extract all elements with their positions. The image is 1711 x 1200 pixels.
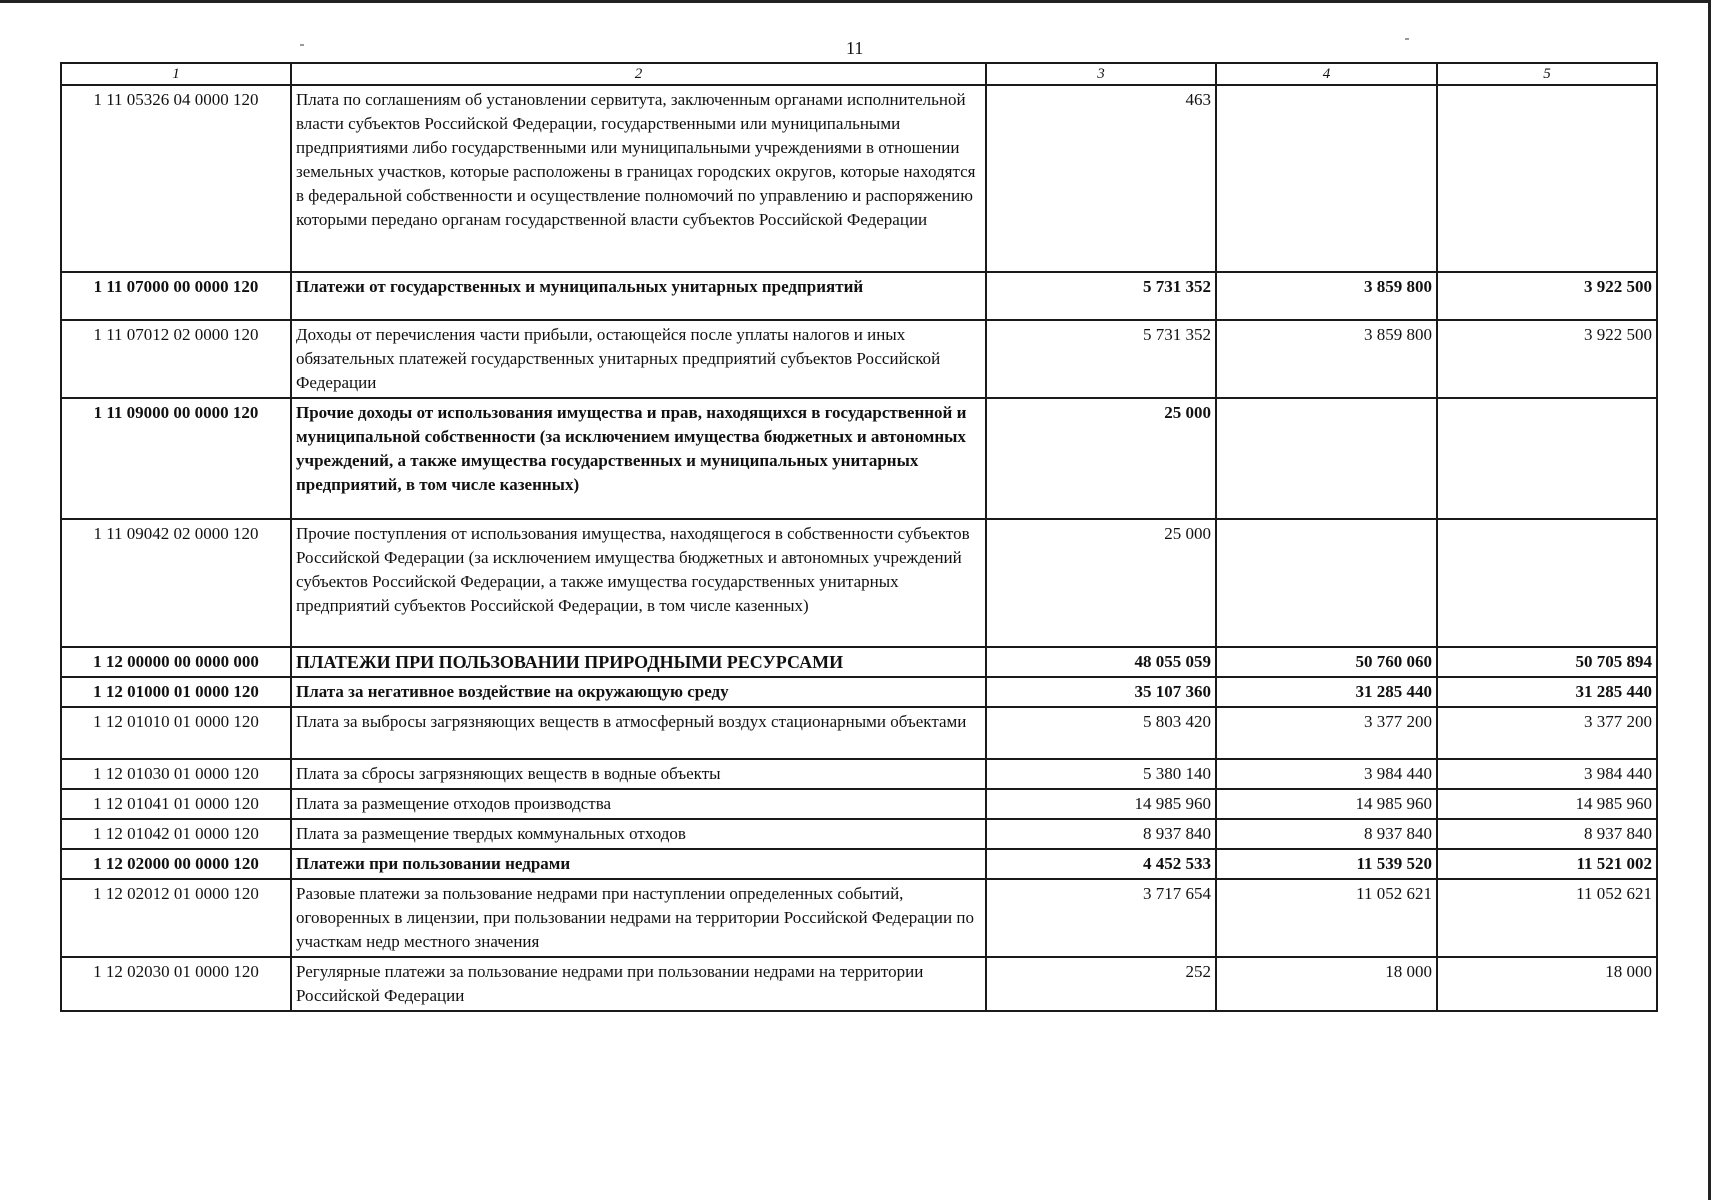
scan-speck <box>300 44 304 46</box>
amount-col5-cell: 14 985 960 <box>1437 789 1657 819</box>
revenue-name-cell: Доходы от перечисления части прибыли, остающейся после уплаты налогов и иных обязательных платежей государственных унитарных предприятий субъектов Российской Федерации <box>291 320 986 398</box>
amount-col5-cell <box>1437 519 1657 647</box>
amount-col4-cell <box>1216 519 1437 647</box>
amount-col3-cell: 8 937 840 <box>986 819 1216 849</box>
amount-col3-cell: 35 107 360 <box>986 677 1216 707</box>
revenue-code-cell: 1 11 09042 02 0000 120 <box>61 519 291 647</box>
amount-col3-cell: 5 380 140 <box>986 759 1216 789</box>
amount-col3-cell: 4 452 533 <box>986 849 1216 879</box>
amount-col3-cell: 25 000 <box>986 519 1216 647</box>
revenue-code-cell: 1 11 07000 00 0000 120 <box>61 272 291 320</box>
amount-col5-cell: 31 285 440 <box>1437 677 1657 707</box>
table-row <box>61 677 1657 707</box>
amount-col5-cell: 8 937 840 <box>1437 819 1657 849</box>
budget-table <box>60 62 1658 1012</box>
revenue-code-cell: 1 12 02000 00 0000 120 <box>61 849 291 879</box>
amount-col3-cell: 5 803 420 <box>986 707 1216 759</box>
amount-col4-cell: 8 937 840 <box>1216 819 1437 849</box>
revenue-code-cell: 1 12 01030 01 0000 120 <box>61 759 291 789</box>
amount-col5-cell: 11 052 621 <box>1437 879 1657 957</box>
table-row <box>61 647 1657 677</box>
amount-col3-cell: 5 731 352 <box>986 320 1216 398</box>
revenue-code-cell: 1 12 00000 00 0000 000 <box>61 647 291 677</box>
table-row <box>61 519 1657 647</box>
amount-col3-cell: 3 717 654 <box>986 879 1216 957</box>
amount-col5-cell <box>1437 398 1657 519</box>
column-header-3: 3 <box>986 63 1216 85</box>
amount-col4-cell: 3 984 440 <box>1216 759 1437 789</box>
revenue-name-cell: Прочие поступления от использования имущества, находящегося в собственности субъектов Российской Федерации (за исключением имущества бюджетных и автономных учреждений субъектов Российской Федерации, а также имущества государственных унитарных предприятий субъектов Российской Федерации, в том числе казенных) <box>291 519 986 647</box>
amount-col4-cell: 18 000 <box>1216 957 1437 1011</box>
amount-col3-cell: 463 <box>986 85 1216 272</box>
revenue-name-cell: Плата за сбросы загрязняющих веществ в водные объекты <box>291 759 986 789</box>
revenue-name-cell: Плата за размещение отходов производства <box>291 789 986 819</box>
amount-col4-cell <box>1216 398 1437 519</box>
amount-col4-cell <box>1216 85 1437 272</box>
column-header-4: 4 <box>1216 63 1437 85</box>
amount-col5-cell: 50 705 894 <box>1437 647 1657 677</box>
amount-col4-cell: 11 052 621 <box>1216 879 1437 957</box>
amount-col4-cell: 3 377 200 <box>1216 707 1437 759</box>
table-row <box>61 759 1657 789</box>
revenue-code-cell: 1 12 01042 01 0000 120 <box>61 819 291 849</box>
scan-speck <box>1405 38 1409 40</box>
amount-col4-cell: 31 285 440 <box>1216 677 1437 707</box>
amount-col4-cell: 50 760 060 <box>1216 647 1437 677</box>
amount-col5-cell: 3 922 500 <box>1437 320 1657 398</box>
revenue-name-cell: Прочие доходы от использования имущества и прав, находящихся в государственной и муниципальной собственности (за исключением имущества бюджетных и автономных учреждений, а также имущества государственных и муниципальных унитарных предприятий, в том числе казенных) <box>291 398 986 519</box>
amount-col5-cell: 3 377 200 <box>1437 707 1657 759</box>
revenue-name-cell: Платежи при пользовании недрами <box>291 849 986 879</box>
revenue-name-cell: Платежи от государственных и муниципальных унитарных предприятий <box>291 272 986 320</box>
amount-col4-cell: 11 539 520 <box>1216 849 1437 879</box>
revenue-code-cell: 1 12 01010 01 0000 120 <box>61 707 291 759</box>
table-row <box>61 398 1657 519</box>
table-row <box>61 320 1657 398</box>
amount-col5-cell: 3 984 440 <box>1437 759 1657 789</box>
amount-col3-cell: 252 <box>986 957 1216 1011</box>
revenue-name-cell: Плата за негативное воздействие на окружающую среду <box>291 677 986 707</box>
amount-col4-cell: 14 985 960 <box>1216 789 1437 819</box>
table-row <box>61 879 1657 957</box>
amount-col3-cell: 14 985 960 <box>986 789 1216 819</box>
table-row <box>61 819 1657 849</box>
amount-col5-cell <box>1437 85 1657 272</box>
revenue-code-cell: 1 11 09000 00 0000 120 <box>61 398 291 519</box>
column-header-5: 5 <box>1437 63 1657 85</box>
table-row <box>61 957 1657 1011</box>
table-row <box>61 849 1657 879</box>
revenue-code-cell: 1 11 07012 02 0000 120 <box>61 320 291 398</box>
scan-edge-top <box>0 0 1711 3</box>
amount-col5-cell: 11 521 002 <box>1437 849 1657 879</box>
amount-col3-cell: 48 055 059 <box>986 647 1216 677</box>
revenue-code-cell: 1 12 01000 01 0000 120 <box>61 677 291 707</box>
table-header-row <box>61 63 1657 85</box>
revenue-code-cell: 1 12 02030 01 0000 120 <box>61 957 291 1011</box>
revenue-name-cell: Плата за размещение твердых коммунальных отходов <box>291 819 986 849</box>
revenue-name-cell: Разовые платежи за пользование недрами при наступлении определенных событий, оговоренных в лицензии, при пользовании недрами на территории Российской Федерации по участкам недр местного значения <box>291 879 986 957</box>
revenue-code-cell: 1 12 01041 01 0000 120 <box>61 789 291 819</box>
amount-col5-cell: 18 000 <box>1437 957 1657 1011</box>
amount-col4-cell: 3 859 800 <box>1216 272 1437 320</box>
revenue-name-cell: Плата по соглашениям об установлении сервитута, заключенным органами исполнительной власти субъектов Российской Федерации, государственными или муниципальными предприятиями либо государственными или муниципальными учреждениями в отношении земельных участков, которые расположены в границах городских округов, которые находятся в федеральной собственности и осуществление полномочий по управлению и распоряжению которыми передано органам государственной власти субъектов Российской Федерации <box>291 85 986 272</box>
revenue-name-cell: Регулярные платежи за пользование недрами при пользовании недрами на территории Российской Федерации <box>291 957 986 1011</box>
table-row <box>61 85 1657 272</box>
column-header-2: 2 <box>291 63 986 85</box>
column-header-1: 1 <box>61 63 291 85</box>
amount-col3-cell: 5 731 352 <box>986 272 1216 320</box>
amount-col5-cell: 3 922 500 <box>1437 272 1657 320</box>
table-row <box>61 707 1657 759</box>
revenue-name-cell: Плата за выбросы загрязняющих веществ в атмосферный воздух стационарными объектами <box>291 707 986 759</box>
revenue-code-cell: 1 11 05326 04 0000 120 <box>61 85 291 272</box>
revenue-name-cell: ПЛАТЕЖИ ПРИ ПОЛЬЗОВАНИИ ПРИРОДНЫМИ РЕСУРСАМИ <box>291 647 986 677</box>
table-row <box>61 272 1657 320</box>
revenue-code-cell: 1 12 02012 01 0000 120 <box>61 879 291 957</box>
amount-col3-cell: 25 000 <box>986 398 1216 519</box>
amount-col4-cell: 3 859 800 <box>1216 320 1437 398</box>
table-body <box>61 85 1657 1011</box>
table-row <box>61 789 1657 819</box>
page-number: 11 <box>846 38 864 58</box>
